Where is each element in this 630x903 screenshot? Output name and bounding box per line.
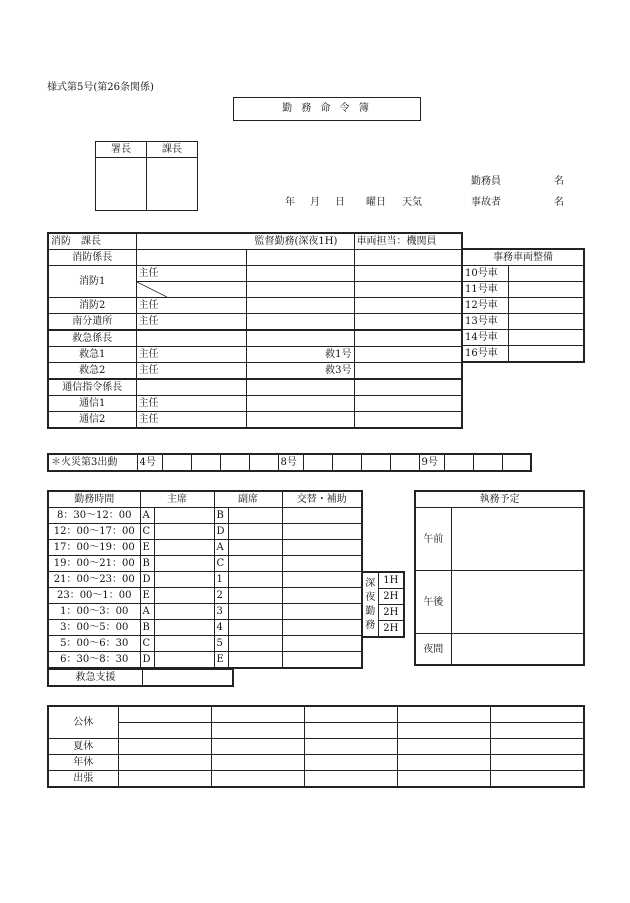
accident-staff-unit: 名: [554, 197, 564, 208]
schedule-blank-cell: [282, 604, 362, 620]
schedule-row: [48, 556, 362, 572]
comm-chief-label: 通信指令係長: [48, 379, 136, 396]
schedule-blank-cell: [228, 524, 282, 540]
comm1-label: 通信1: [48, 396, 136, 412]
date-year: 年: [285, 197, 295, 208]
form-reference: 様式第5号(第26条関係): [47, 82, 154, 93]
schedule-blank-cell: [154, 604, 214, 620]
schedule-blank-cell: [154, 556, 214, 572]
supervise-label: 監督勤務(深夜1H): [254, 236, 338, 247]
schedule-time: 5：00〜6：30: [48, 636, 140, 652]
section-chief-label: 課長: [147, 142, 198, 158]
shunin-label: 主任: [136, 266, 246, 282]
ems1-label: 救急1: [48, 347, 136, 363]
vehicle-14: 14号車: [462, 330, 508, 346]
schedule-blank-cell: [282, 540, 362, 556]
night-hour-3: 2H: [378, 605, 404, 621]
schedule-time-header: 勤務時間: [48, 491, 140, 508]
schedule-main-code: C: [140, 636, 154, 652]
schedule-sub-code: D: [214, 524, 228, 540]
schedule-main-header: 主席: [140, 491, 214, 508]
schedule-sub-code: A: [214, 540, 228, 556]
schedule-blank-cell: [228, 652, 282, 669]
vehicle-maintenance-table: [461, 248, 585, 363]
vehicle-16: 16号車: [462, 346, 508, 363]
chief-stamp-cell: [96, 158, 147, 211]
fire2-label: 消防2: [48, 298, 136, 314]
schedule-blank-cell: [154, 636, 214, 652]
fire-dispatch-table: [47, 453, 532, 472]
shunin-label: 主任: [136, 347, 246, 363]
schedule-blank-cell: [228, 556, 282, 572]
schedule-blank-cell: [282, 652, 362, 669]
assignment-table: [47, 232, 463, 429]
schedule-blank-cell: [154, 540, 214, 556]
shunin-label: 主任: [136, 412, 246, 429]
south-label: 南分遣所: [48, 314, 136, 331]
schedule-main-code: E: [140, 540, 154, 556]
schedule-sub-code: B: [214, 508, 228, 524]
vehicle-label: 車両担当：機関員: [356, 236, 437, 247]
schedule-time: 12：00〜17：00: [48, 524, 140, 540]
schedule-main-code: B: [140, 556, 154, 572]
q3-label: 救3号: [246, 363, 354, 380]
schedule-time: 17：00〜19：00: [48, 540, 140, 556]
schedule-main-code: D: [140, 572, 154, 588]
accident-staff-label: 事故者: [471, 197, 501, 208]
ems-chief-label: 救急係長: [48, 330, 136, 347]
duty-staff-label: 勤務員: [471, 176, 501, 187]
shunin-label: 主任: [136, 298, 246, 314]
ems-support-label: 救急支援: [48, 669, 143, 686]
schedule-blank-cell: [228, 540, 282, 556]
schedule-main-code: D: [140, 652, 154, 669]
schedule-row: [48, 620, 362, 636]
night-hour-2: 2H: [378, 589, 404, 605]
shunin-label: 主任: [136, 363, 246, 380]
schedule-blank-cell: [282, 620, 362, 636]
schedule-time: 6：30〜8：30: [48, 652, 140, 669]
schedule-blank-cell: [154, 620, 214, 636]
schedule-main-code: E: [140, 588, 154, 604]
ems-support-table: [47, 668, 234, 687]
plan-header: 執務予定: [415, 491, 584, 508]
vehicle-11: 11号車: [462, 282, 508, 298]
top-left-cell: [48, 233, 136, 250]
schedule-blank-cell: [228, 636, 282, 652]
schedule-main-code: A: [140, 508, 154, 524]
engine-9-label: 9号: [419, 454, 444, 471]
schedule-main-code: C: [140, 524, 154, 540]
date-weather: 天気: [402, 197, 422, 208]
diagonal-cell: [136, 282, 246, 298]
schedule-time: 21：00〜23：00: [48, 572, 140, 588]
night-duty-label: 深夜勤務: [362, 572, 378, 637]
schedule-blank-cell: [282, 524, 362, 540]
schedule-blank-cell: [282, 588, 362, 604]
schedule-sub-code: C: [214, 556, 228, 572]
supervise-cell: [136, 233, 354, 250]
schedule-blank-cell: [228, 508, 282, 524]
fire-section-chief-label: 消防 課長: [51, 236, 101, 247]
form-title: 勤 務 命 令 簿: [233, 97, 421, 121]
schedule-table: [47, 490, 363, 669]
schedule-row: [48, 636, 362, 652]
schedule-blank-cell: [282, 636, 362, 652]
schedule-blank-cell: [154, 652, 214, 669]
schedule-blank-cell: [154, 572, 214, 588]
leave-summer: 夏休: [48, 739, 118, 755]
leave-public: 公休: [48, 706, 118, 739]
vehicle-13: 13号車: [462, 314, 508, 330]
shunin-label: 主任: [136, 314, 246, 331]
shunin-label: 主任: [136, 396, 246, 412]
night-hour-4: 2H: [378, 621, 404, 638]
schedule-sub-code: 3: [214, 604, 228, 620]
leave-trip: 出張: [48, 771, 118, 788]
plan-table: [414, 490, 585, 666]
schedule-row: [48, 652, 362, 669]
schedule-sub-code: 1: [214, 572, 228, 588]
schedule-blank-cell: [154, 588, 214, 604]
night-hour-1: 1H: [378, 572, 404, 589]
schedule-row: [48, 588, 362, 604]
schedule-sub-code: 4: [214, 620, 228, 636]
schedule-time: 3：00〜5：00: [48, 620, 140, 636]
schedule-sub-code: 2: [214, 588, 228, 604]
engine-8-label: 8号: [278, 454, 303, 471]
schedule-main-code: B: [140, 620, 154, 636]
schedule-row: [48, 540, 362, 556]
night-duty-table: [361, 571, 405, 638]
schedule-blank-cell: [228, 588, 282, 604]
schedule-blank-cell: [282, 556, 362, 572]
leave-table: [47, 705, 585, 788]
plan-night: 夜間: [415, 634, 451, 666]
schedule-main-code: A: [140, 604, 154, 620]
schedule-blank-cell: [154, 508, 214, 524]
vehicle-cell: [354, 233, 462, 250]
approval-box: [95, 141, 198, 211]
schedule-blank-cell: [228, 572, 282, 588]
schedule-sub-code: E: [214, 652, 228, 669]
fire-dispatch-label: ＊火災第3出動: [48, 454, 137, 471]
schedule-blank-cell: [228, 604, 282, 620]
engine-4-label: 4号: [137, 454, 162, 471]
schedule-time: 19：00〜21：00: [48, 556, 140, 572]
ems2-label: 救急2: [48, 363, 136, 380]
duty-staff-unit: 名: [554, 176, 564, 187]
plan-afternoon: 午後: [415, 571, 451, 634]
schedule-blank-cell: [282, 508, 362, 524]
schedule-row: [48, 524, 362, 540]
chief-label: 署長: [96, 142, 147, 158]
plan-morning: 午前: [415, 508, 451, 571]
schedule-time: 8：30〜12：00: [48, 508, 140, 524]
schedule-time: 23：00〜1：00: [48, 588, 140, 604]
date-weekday: 曜日: [366, 197, 386, 208]
schedule-row: [48, 508, 362, 524]
comm2-label: 通信2: [48, 412, 136, 429]
schedule-row: [48, 604, 362, 620]
date-day: 日: [335, 197, 345, 208]
schedule-blank-cell: [228, 620, 282, 636]
leave-annual: 年休: [48, 755, 118, 771]
vehicle-10: 10号車: [462, 266, 508, 282]
vehicle-12: 12号車: [462, 298, 508, 314]
schedule-blank-cell: [154, 524, 214, 540]
q1-label: 救1号: [246, 347, 354, 363]
fire-chief-label: 消防係長: [48, 250, 136, 266]
schedule-sub-header: 副席: [214, 491, 282, 508]
schedule-time: 1：00〜3：00: [48, 604, 140, 620]
schedule-row: [48, 572, 362, 588]
fire1-label: 消防1: [48, 266, 136, 298]
schedule-swap-header: 交替・補助: [282, 491, 362, 508]
vehicle-maintenance-header: 事務車両整備: [462, 249, 584, 266]
date-month: 月: [310, 197, 320, 208]
schedule-blank-cell: [282, 572, 362, 588]
schedule-sub-code: 5: [214, 636, 228, 652]
section-chief-stamp-cell: [147, 158, 198, 211]
